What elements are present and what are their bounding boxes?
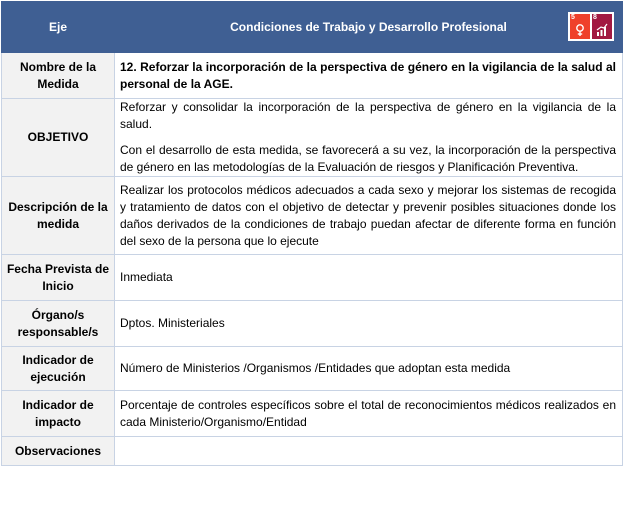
impacto-value: Porcentaje de controles específicos sobre el total de reconocimientos médicos realizados en cada Ministerio/Organismo/Entidad (115, 391, 623, 437)
sdg-5-gender-equality-icon: 5 (570, 14, 590, 39)
objetivo-label: OBJETIVO (2, 99, 115, 177)
nombre-label: Nombre de la Medida (2, 53, 115, 99)
organo-value: Dptos. Ministeriales (115, 301, 623, 347)
observaciones-label: Observaciones (2, 437, 115, 466)
objetivo-value (115, 99, 623, 177)
observaciones-value (115, 437, 623, 466)
organo-label: Órgano/s responsable/s (2, 301, 115, 347)
sdg-8-decent-work-icon: 8 (592, 14, 612, 39)
axis-title-cell (115, 2, 623, 53)
row-organo (2, 301, 623, 347)
measure-table (1, 1, 623, 466)
row-observaciones (2, 437, 623, 466)
descripcion-value: Realizar los protocolos médicos adecuados a cada sexo y mejorar los sistemas de recogida y tratamiento de datos con el objetivo de detectar y prevenir posibles situaciones donde los daños derivados de la condiciones de trabajo puedan afectar de diferente forma en función del sexo de la persona que lo ejecute (115, 177, 623, 255)
objetivo-p2: Con el desarrollo de esta medida, se favorecerá a su vez, la incorporación de la perspectiva de género en las metodologías de la Evaluación de riesgos y Planificación Preventiva. (120, 143, 616, 174)
axis-title: Condiciones de Trabajo y Desarrollo Profesional (230, 19, 507, 34)
sdg-icons (568, 12, 614, 41)
fecha-value: Inmediata (115, 255, 623, 301)
row-nombre (2, 53, 623, 99)
row-descripcion (2, 177, 623, 255)
row-objetivo (2, 99, 623, 177)
nombre-value: 12. Reforzar la incorporación de la perspectiva de género en la vigilancia de la salud al personal de la AGE. (115, 53, 623, 99)
ejecucion-label: Indicador de ejecución (2, 347, 115, 391)
objetivo-p1: Reforzar y consolidar la incorporación de la perspectiva de género en la vigilancia de la salud. (120, 100, 616, 131)
row-fecha (2, 255, 623, 301)
row-ejecucion (2, 347, 623, 391)
impacto-label: Indicador de impacto (2, 391, 115, 437)
fecha-label: Fecha Prevista de Inicio (2, 255, 115, 301)
eje-label: Eje (2, 2, 115, 53)
descripcion-label: Descripción de la medida (2, 177, 115, 255)
row-impacto (2, 391, 623, 437)
table-header (2, 2, 623, 53)
ejecucion-value: Número de Ministerios /Organismos /Entidades que adoptan esta medida (115, 347, 623, 391)
